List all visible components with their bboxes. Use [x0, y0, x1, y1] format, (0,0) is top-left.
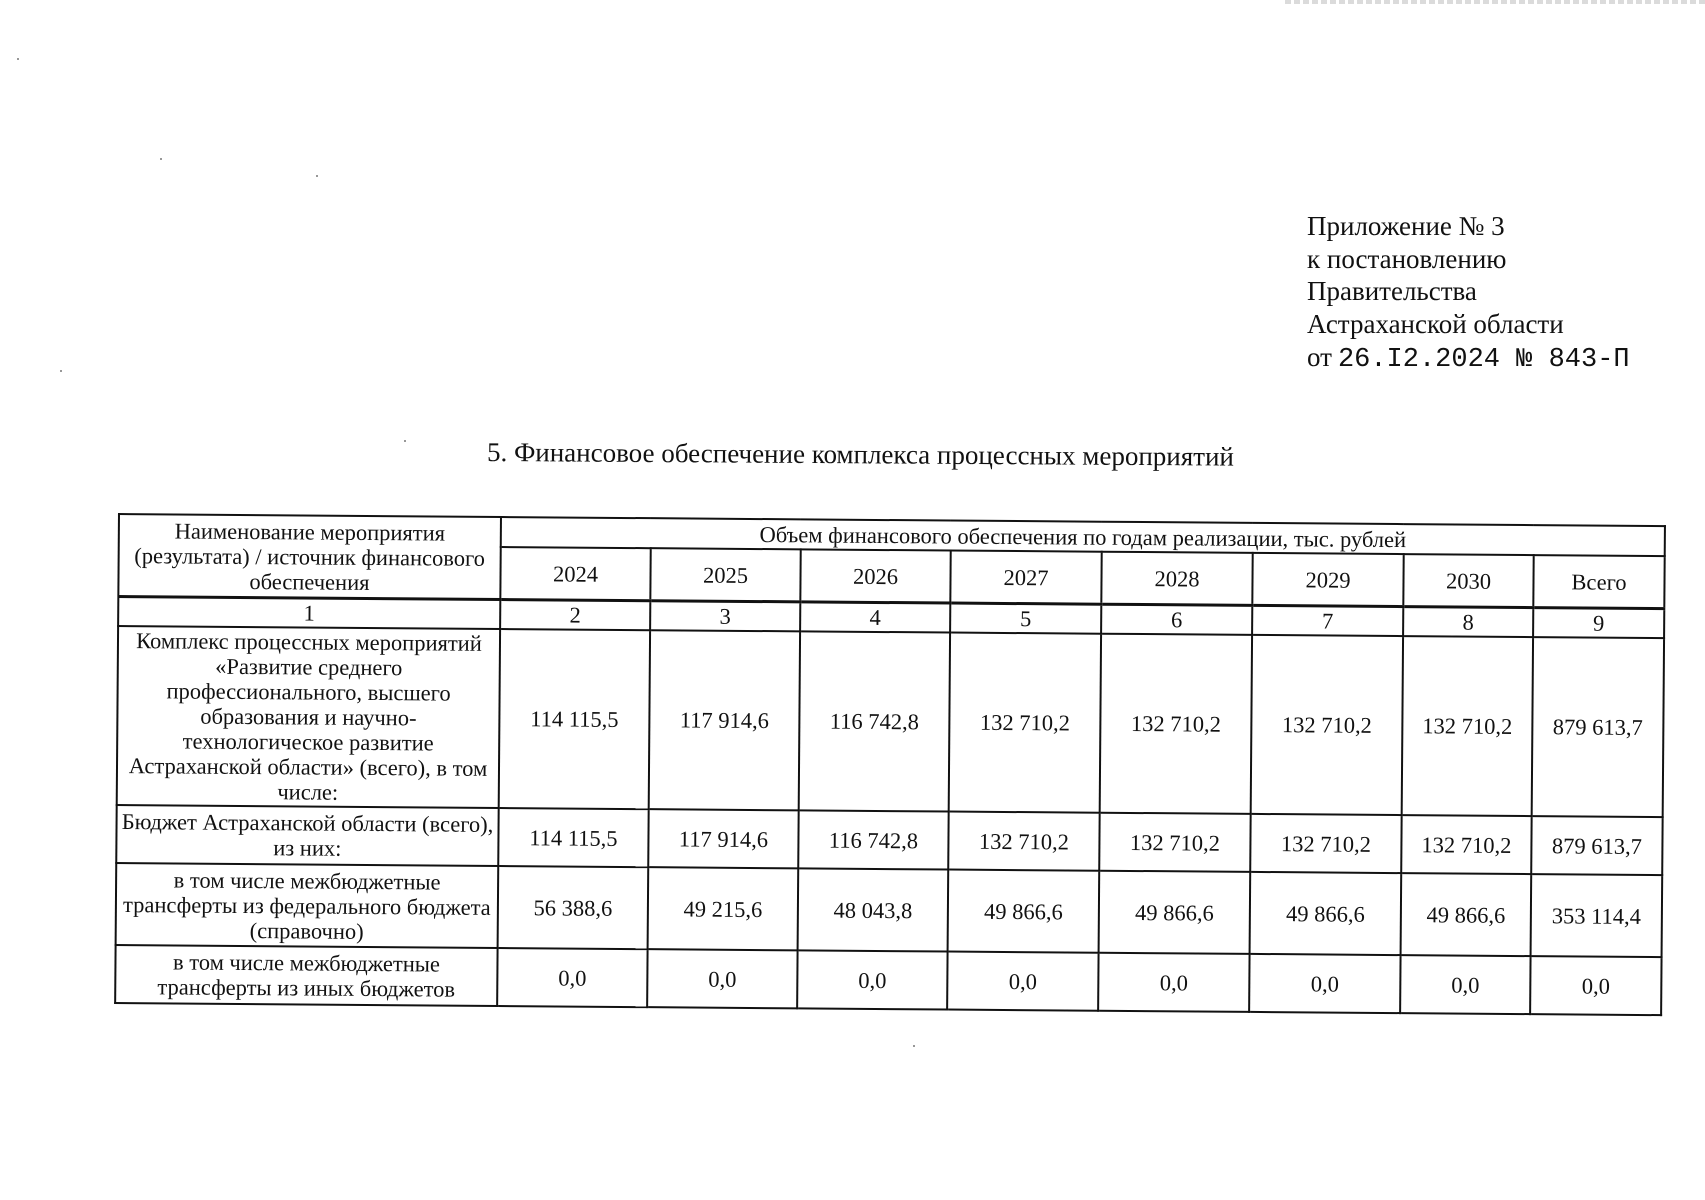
row-value: 56 388,6 — [498, 866, 649, 949]
row-value: 0,0 — [1400, 955, 1530, 1014]
row-value: 0,0 — [497, 948, 647, 1007]
table-row — [117, 626, 1664, 817]
appendix-number: Приложение № 3 — [1307, 211, 1505, 241]
column-number: 6 — [1101, 604, 1252, 635]
column-number: 5 — [950, 603, 1101, 634]
scan-speck — [316, 175, 318, 177]
row-name: Бюджет Астраханской области (всего), из них: — [116, 805, 498, 866]
column-number: 7 — [1252, 605, 1403, 636]
row-value: 0,0 — [797, 950, 947, 1009]
scan-speck — [60, 370, 62, 372]
header-total: Всего — [1533, 555, 1664, 609]
appendix-block — [1307, 210, 1630, 377]
row-value: 49 866,6 — [1099, 871, 1251, 954]
row-value: 0,0 — [647, 949, 797, 1008]
row-total: 0,0 — [1530, 956, 1661, 1015]
registration-date-number: 26.I2.2024 № 843-П — [1337, 345, 1630, 375]
appendix-government: Правительства — [1307, 276, 1477, 306]
row-name: в том числе межбюджетные трансферты из федерального бюджета (справочно) — [116, 863, 499, 948]
row-name: Комплекс процессных мероприятий «Развитие среднего профессионального, высшего образования и научно-технологическое развитие Астраханской области» (всего), в том числе: — [117, 626, 500, 808]
row-value: 114 115,5 — [499, 629, 650, 809]
row-value: 116 742,8 — [798, 810, 948, 869]
financing-table — [114, 513, 1666, 1016]
row-value: 0,0 — [1249, 954, 1400, 1013]
row-value: 0,0 — [947, 952, 1098, 1011]
row-value: 132 710,2 — [1401, 815, 1531, 874]
row-value: 49 215,6 — [648, 867, 799, 950]
header-year-2029: 2029 — [1252, 553, 1403, 607]
section-title: 5. Финансовое обеспечение комплекса процессных мероприятий — [486, 437, 1235, 472]
row-value: 49 866,6 — [1401, 873, 1532, 956]
row-value: 132 710,2 — [1100, 634, 1252, 814]
row-total: 879 613,7 — [1531, 816, 1662, 875]
scan-speck — [404, 440, 406, 442]
header-year-2025: 2025 — [650, 548, 800, 602]
column-number: 3 — [650, 601, 800, 632]
row-total: 879 613,7 — [1532, 637, 1664, 817]
financing-table-wrap — [114, 513, 1666, 1016]
scan-speck — [913, 1045, 915, 1047]
registration-prefix: от — [1307, 342, 1332, 372]
header-year-2024: 2024 — [500, 547, 650, 601]
table-row — [115, 945, 1661, 1015]
header-year-2027: 2027 — [950, 551, 1101, 605]
header-year-2030: 2030 — [1403, 554, 1533, 608]
row-value: 132 710,2 — [1250, 814, 1401, 873]
row-value: 117 914,6 — [648, 809, 798, 868]
appendix-to-resolution: к постановлению — [1307, 243, 1507, 274]
row-total: 353 114,4 — [1531, 874, 1663, 957]
table-row — [116, 863, 1663, 957]
registration-line — [1307, 341, 1630, 377]
row-value: 132 710,2 — [1099, 813, 1250, 872]
header-year-2026: 2026 — [800, 549, 950, 603]
header-year-2028: 2028 — [1101, 552, 1252, 606]
scan-speck — [160, 158, 162, 160]
row-value: 132 710,2 — [948, 812, 1099, 871]
scan-speck — [17, 58, 19, 60]
row-value: 132 710,2 — [1251, 635, 1403, 815]
row-value: 132 710,2 — [1402, 636, 1533, 816]
scan-edge-artifact — [1285, 0, 1705, 4]
column-number: 9 — [1533, 608, 1664, 639]
appendix-region: Астраханской области — [1307, 308, 1564, 339]
column-number: 1 — [118, 597, 500, 629]
column-number: 4 — [800, 602, 950, 633]
column-number: 2 — [500, 600, 650, 631]
header-group-cell: Объем финансового обеспечения по годам реализации, тыс. рублей — [501, 517, 1665, 556]
header-name-cell: Наименование мероприятия (результата) / источник финансового обеспечения — [118, 514, 501, 599]
row-value: 49 866,6 — [948, 870, 1100, 953]
row-value: 48 043,8 — [798, 868, 949, 951]
row-value: 0,0 — [1098, 953, 1249, 1012]
row-value: 116 742,8 — [799, 631, 950, 811]
row-value: 132 710,2 — [949, 633, 1101, 813]
row-value: 114 115,5 — [498, 808, 648, 867]
row-value: 49 866,6 — [1250, 872, 1402, 955]
column-number: 8 — [1403, 607, 1533, 638]
row-name: в том числе межбюджетные трансферты из иных бюджетов — [115, 945, 497, 1006]
row-value: 117 914,6 — [649, 630, 800, 810]
